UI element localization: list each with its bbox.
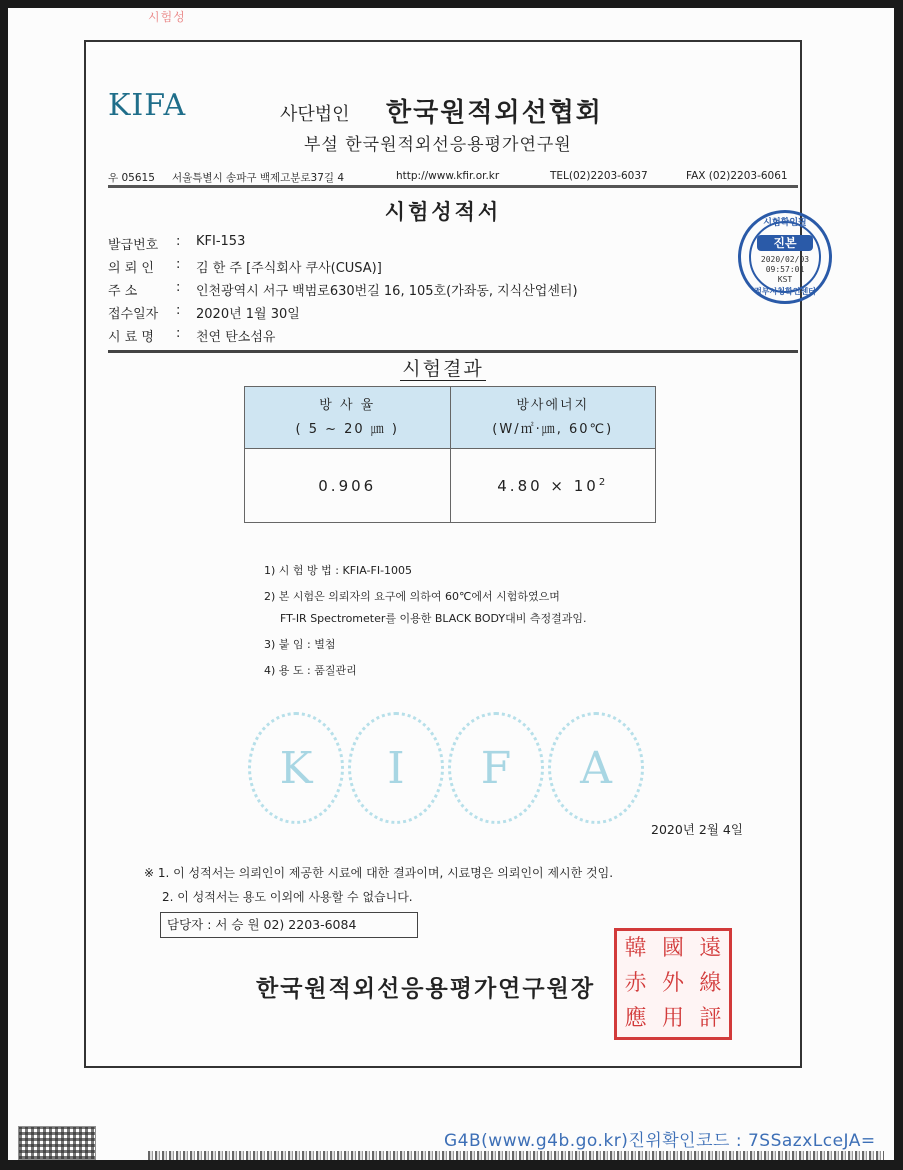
info-label: 시 료 명 — [108, 330, 154, 345]
note-condition-continued: FT-IR Spectrometer를 이용한 BLACK BODY대비 측정결과임. — [280, 612, 587, 625]
postcode: 우 05615 — [108, 172, 155, 184]
kifa-watermark — [248, 712, 648, 832]
note-attachment: 3) 붙 임 : 별첨 — [264, 638, 336, 651]
info-colon: : — [176, 234, 181, 249]
info-value: 김 한 주 [주식회사 쿠사(CUSA)] — [196, 261, 382, 276]
barcode-strip — [148, 1151, 884, 1160]
tel-number: TEL(02)2203-6037 — [550, 170, 648, 182]
note-condition: 2) 본 시험은 의뢰자의 요구에 의하여 60℃에서 시험하였으며 — [264, 590, 560, 603]
verification-stamp — [738, 210, 832, 304]
verification-code: G4B(www.g4b.go.kr)진위확인코드 : 7SSazxLceJA= — [444, 1131, 876, 1151]
section-divider — [108, 350, 798, 353]
info-colon: : — [176, 280, 181, 295]
info-value: KFI-153 — [196, 234, 246, 249]
address-bar — [108, 168, 798, 188]
results-table — [244, 386, 656, 523]
emissivity-value: 0.906 — [245, 449, 451, 523]
info-label: 발급번호 — [108, 238, 159, 253]
qr-code — [18, 1126, 96, 1160]
seal-char: 遠 — [699, 935, 722, 961]
radiant-energy-cell — [450, 449, 656, 523]
footnote-1: ※ 1. 이 성적서는 의뢰인이 제공한 시료에 대한 결과이며, 시료명은 의뢰인이 제시한 것임. — [144, 866, 614, 880]
emissivity-name: 방 사 율 — [319, 397, 376, 413]
address: 서울특별시 송파구 백제고분로37길 4 — [172, 172, 345, 184]
note-method: 1) 시 험 방 법 : KFIA-FI-1005 — [264, 564, 413, 577]
director-signature: 한국원적외선응용평가연구원장 — [256, 976, 596, 1002]
stamp-top-text: 시험확인필 — [763, 218, 807, 228]
info-label: 의 뢰 인 — [108, 261, 154, 276]
stamp-bottom-text: 정부시청확인센터 — [754, 287, 816, 296]
emissivity-unit: ( 5 ~ 20 ㎛ ) — [295, 421, 399, 437]
certificate-title: 시험성적서 — [384, 200, 502, 224]
stamp-center-text: 진본 — [757, 235, 813, 251]
results-header-row — [245, 387, 656, 449]
seal-char: 外 — [661, 970, 684, 996]
stamp-tz: KST — [777, 275, 793, 284]
info-colon: : — [176, 326, 181, 341]
official-seal — [614, 928, 732, 1040]
info-value: 인천광역시 서구 백범로630번길 16, 105호(가좌동, 지식산업센터) — [196, 284, 578, 299]
contact-person: 담당자 : 서 승 원 02) 2203-6084 — [160, 912, 418, 938]
seal-char: 線 — [699, 970, 722, 996]
seal-char: 用 — [661, 1006, 684, 1032]
document-page — [8, 8, 894, 1160]
radiant-energy-name: 방사에너지 — [516, 397, 590, 413]
radiant-energy-unit: (W/㎡·㎛, 60℃) — [492, 421, 614, 437]
stamp-date: 2020/02/03 — [760, 255, 810, 264]
results-value-row — [245, 449, 656, 523]
info-colon: : — [176, 303, 181, 318]
certificate-frame — [84, 40, 816, 1068]
seal-char: 韓 — [624, 935, 647, 961]
website-url: http://www.kfir.or.kr — [396, 170, 500, 182]
footnote-2: 2. 이 성적서는 용도 이외에 사용할 수 없습니다. — [162, 890, 413, 904]
stamp-time: 09:57:01 — [765, 265, 805, 274]
info-label: 접수일자 — [108, 307, 159, 322]
watermark-letter-a: A — [548, 712, 644, 824]
org-name: 한국원적외선협회 — [386, 98, 603, 128]
watermark-letter-k: K — [248, 712, 344, 824]
info-value: 2020년 1월 30일 — [196, 307, 300, 322]
results-title — [86, 354, 800, 381]
seal-char: 應 — [624, 1006, 647, 1032]
results-title-text: 시험결과 — [402, 358, 484, 380]
watermark-letter-f: F — [448, 712, 544, 824]
emissivity-header — [245, 387, 451, 449]
info-label: 주 소 — [108, 284, 138, 299]
org-prefix: 사단법인 — [280, 104, 350, 125]
kifa-logo: KIFA — [108, 88, 187, 123]
issue-date: 2020년 2월 4일 — [651, 822, 743, 837]
note-purpose: 4) 용 도 : 품질관리 — [264, 664, 357, 677]
top-stamp-fragment: 시험성 — [148, 10, 186, 24]
fax-number: FAX (02)2203-6061 — [686, 170, 788, 182]
seal-char: 評 — [699, 1006, 722, 1032]
watermark-letter-i: I — [348, 712, 444, 824]
info-colon: : — [176, 257, 181, 272]
seal-char: 國 — [661, 935, 684, 961]
info-value: 천연 탄소섬유 — [196, 330, 276, 345]
radiant-energy-exponent: 2 — [598, 476, 609, 488]
seal-char: 赤 — [624, 970, 647, 996]
radiant-energy-value: 4.80 × 10 — [497, 476, 599, 495]
radiant-energy-header — [450, 387, 656, 449]
institute-name: 부설 한국원적외선응용평가연구원 — [304, 135, 572, 155]
